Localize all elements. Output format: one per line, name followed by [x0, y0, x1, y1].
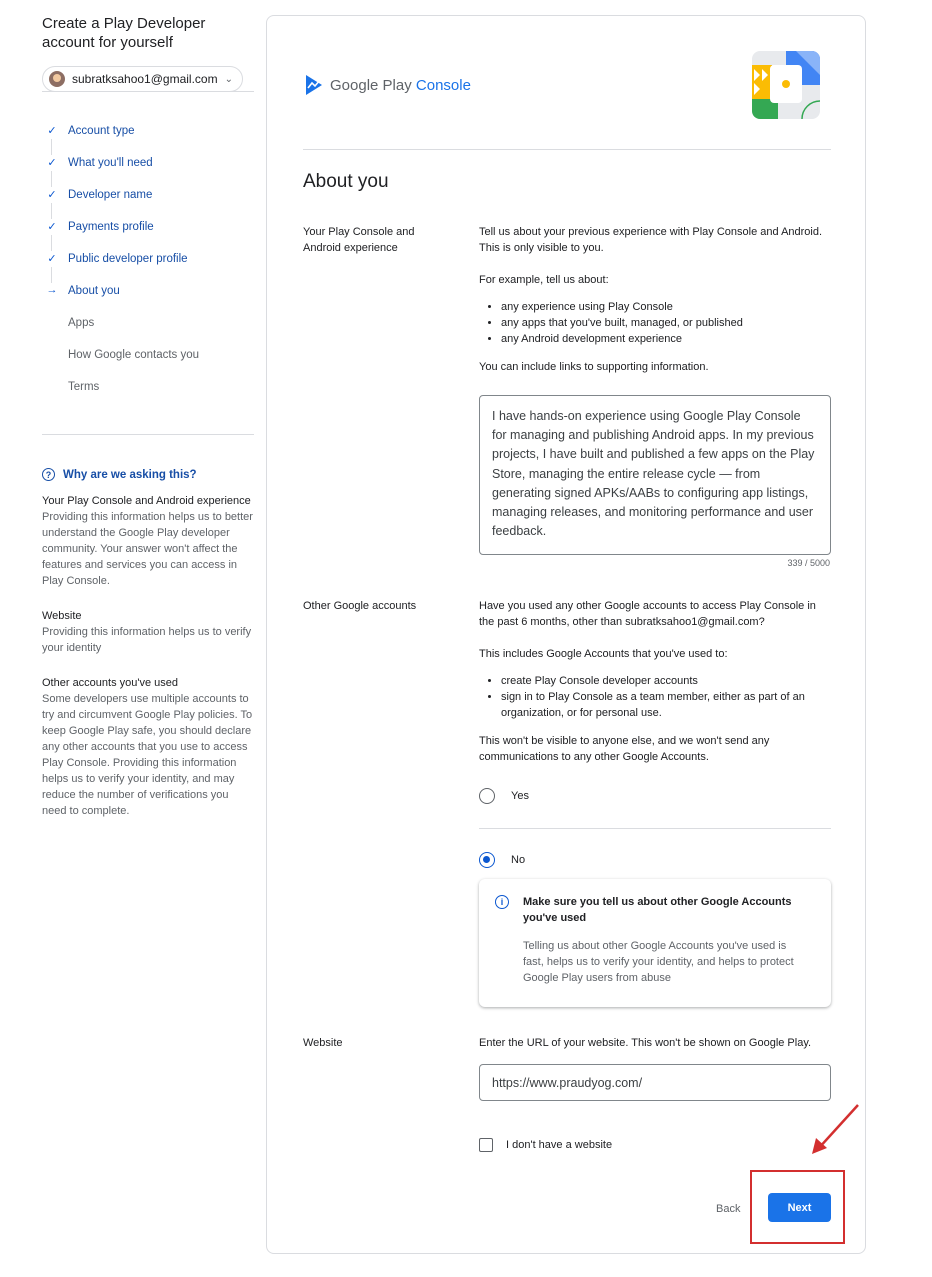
sidebar: [42, 14, 254, 92]
check-icon: ✓: [47, 221, 57, 233]
why-item-body: Providing this information helps us to verify your identity: [42, 626, 252, 654]
website-label: Website: [303, 1037, 343, 1049]
experience-links-note: You can include links to supporting information.: [479, 361, 709, 373]
brand-name: Google Play Console: [330, 76, 471, 94]
no-website-checkbox[interactable]: [479, 1138, 493, 1152]
check-icon: ✓: [47, 157, 57, 169]
check-icon: ✓: [47, 253, 57, 265]
info-callout-body: Telling us about other Google Accounts you've used is fast, helps us to verify your identity, and helps to protect Google Play users from abuse: [523, 940, 794, 984]
step-label: Terms: [68, 381, 100, 393]
experience-textarea[interactable]: I have hands-on experience using Google Play Console for managing and publishing Android apps. In my previous projects, I have built and published a few apps on the Play Store, managing the entire release cycle — from generating signed APKs/AABs to configuring app listings, managing releases, and monitoring performance and user feedback.: [479, 395, 831, 555]
radio-yes-control[interactable]: [479, 788, 495, 804]
experience-bullets: [479, 299, 831, 347]
other-accounts-privacy-note: This won't be visible to anyone else, and we won't send any communications to any other Google Accounts.: [479, 735, 770, 763]
list-item: • any apps that you've built, managed, or published: [501, 315, 831, 331]
radio-no-control[interactable]: [479, 852, 495, 868]
step-how-google-contacts-you[interactable]: [42, 339, 254, 371]
step-about-you[interactable]: [42, 275, 254, 307]
website-intro: Enter the URL of your website. This won't be shown on Google Play.: [479, 1037, 812, 1049]
sidebar-divider: [42, 434, 254, 435]
sidebar-divider: [42, 91, 254, 92]
why-heading[interactable]: ? Why are we asking this?: [42, 468, 254, 481]
avatar: [49, 71, 65, 87]
radio-yes[interactable]: [479, 788, 529, 804]
step-public-developer-profile[interactable]: [42, 243, 254, 275]
radio-no-label: No: [511, 854, 526, 866]
step-label: About you: [68, 285, 120, 297]
option-divider: [479, 828, 831, 829]
why-item-title: Other accounts you've used: [42, 677, 179, 689]
step-developer-name[interactable]: [42, 179, 254, 211]
other-accounts-bullets: [479, 673, 831, 721]
next-button[interactable]: Next: [768, 1193, 831, 1222]
why-item-title: Website: [42, 610, 82, 622]
experience-example-lead: For example, tell us about:: [479, 274, 609, 286]
experience-intro: Tell us about your previous experience with Play Console and Android. This is only visible to you.: [479, 226, 823, 254]
list-item: • sign in to Play Console as a team member, either as part of an organization, or for personal use.: [501, 689, 831, 721]
step-label: Account type: [68, 125, 135, 137]
step-list: [42, 115, 254, 403]
arrow-right-icon: →: [46, 284, 58, 296]
chevron-down-icon: ⌄: [224, 73, 233, 85]
step-account-type[interactable]: [42, 115, 254, 147]
annotation-highlight-box: [750, 1170, 845, 1244]
step-label: Public developer profile: [68, 253, 188, 265]
info-callout: [479, 879, 831, 1007]
step-terms[interactable]: [42, 371, 254, 403]
why-panel: [42, 468, 254, 838]
other-accounts-includes: This includes Google Accounts that you've used to:: [479, 648, 728, 660]
other-accounts-label: Other Google accounts: [303, 600, 417, 612]
header-divider: [303, 149, 831, 150]
step-label: Apps: [68, 317, 95, 329]
character-counter: 339 / 5000: [787, 558, 830, 568]
other-accounts-description: [479, 598, 831, 765]
experience-description: [479, 224, 831, 375]
annotation-arrow-icon: [808, 1100, 864, 1158]
other-accounts-question: Have you used any other Google accounts to access Play Console in the past 6 months, other than subratksahoo1@gmail.com?: [479, 600, 816, 628]
list-item: • create Play Console developer accounts: [501, 673, 831, 689]
why-item-title: Your Play Console and Android experience: [42, 495, 251, 507]
account-email: subratksahoo1@gmail.com: [72, 72, 218, 86]
play-console-logo: [304, 74, 471, 96]
step-label: What you'll need: [68, 157, 153, 169]
experience-label: Your Play Console and Android experience: [303, 226, 415, 254]
check-icon: ✓: [47, 189, 57, 201]
list-item: • any experience using Play Console: [501, 299, 831, 315]
radio-yes-label: Yes: [511, 790, 529, 802]
why-item-body: Some developers use multiple accounts to try and circumvent Google Play policies. To keep Google Play safe, you should declare any other accounts that you use to access Play Console. Providing this information helps us to verify your identity, and may reduce the number of verifications you need to complete.: [42, 693, 253, 817]
step-what-youll-need[interactable]: [42, 147, 254, 179]
radio-no[interactable]: [479, 852, 525, 868]
no-website-checkbox-row[interactable]: [479, 1138, 612, 1152]
info-callout-title: Make sure you tell us about other Google Accounts you've used: [523, 896, 792, 924]
play-console-icon: [304, 74, 324, 96]
help-icon: ?: [42, 468, 55, 481]
account-switcher[interactable]: [42, 66, 243, 92]
page-title: About you: [303, 171, 389, 192]
step-label: How Google contacts you: [68, 349, 200, 361]
why-item-body: Providing this information helps us to better understand the Google Play developer community. Your answer won't affect the features and services you can access in Play Console.: [42, 511, 253, 587]
no-website-label: I don't have a website: [506, 1139, 613, 1151]
info-icon: i: [495, 895, 509, 909]
about-you-card: [266, 15, 866, 1254]
website-url-input[interactable]: https://www.praudyog.com/: [479, 1064, 831, 1101]
step-label: Developer name: [68, 189, 153, 201]
step-apps[interactable]: [42, 307, 254, 339]
sidebar-title: Create a Play Developer account for yourself: [42, 15, 206, 51]
step-payments-profile[interactable]: [42, 211, 254, 243]
list-item: • any Android development experience: [501, 331, 831, 347]
back-button[interactable]: Back: [716, 1203, 741, 1215]
header-illustration: [752, 51, 820, 119]
check-icon: ✓: [47, 125, 57, 137]
step-label: Payments profile: [68, 221, 154, 233]
